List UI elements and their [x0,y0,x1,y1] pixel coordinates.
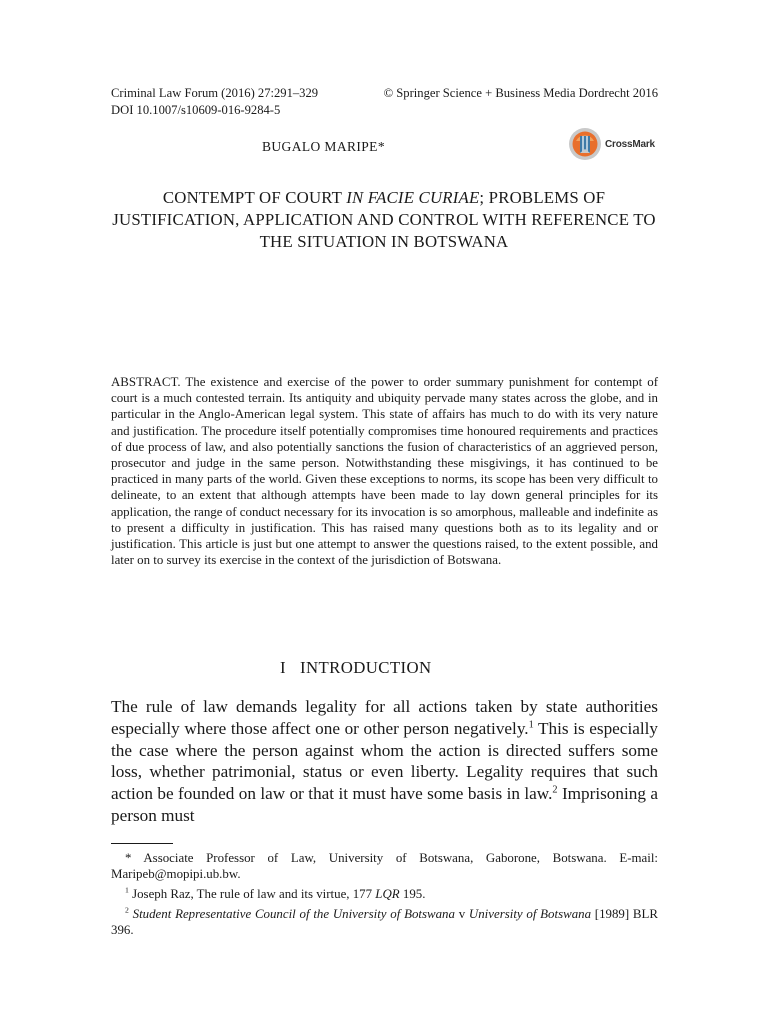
footnote-2-v: v [454,907,469,921]
footnote-ref-1[interactable]: 1 [528,719,534,731]
section-number: I [280,658,286,677]
footnote-2-end: [1989] BLR 396. [111,907,658,938]
title-italic: IN FACIE CURIAE [346,188,480,207]
section-title: INTRODUCTION [300,658,432,677]
body-text-3: Imprisoning a person must [111,784,658,825]
crossmark-badge[interactable] [568,127,668,161]
footnote-1-end: 195. [399,887,426,901]
title-part-1: CONTEMPT OF COURT [162,188,347,207]
footnote-1-number: 1 [125,885,129,895]
footnote-2-number: 2 [125,905,129,915]
footnote-ref-2[interactable]: 2 [552,784,558,796]
footnote-2-italic-1: Student Representative Council of the University of Botswana [128,907,455,921]
article-title [110,187,658,253]
doi-link[interactable]: DOI 10.1007/s10609-016-9284-5 [111,103,281,117]
body-text-1: The rule of law demands legality for all actions taken by state authorities especially where those affect one or other person negatively. [111,697,658,738]
abstract-paragraph: ABSTRACT. The existence and exercise of the power to order summary punishment for contempt of court is a much contested terrain. Its antiquity and ubiquity pervade many states across the globe, and in particular in the Anglo-American legal system. This state of affairs has much to do with its very nature and justification. The procedure itself potentially compromises time honoured requirements and practices of due process of law, and also potentially sanctions the fusion of characteristics of an aggrieved person, prosecutor and judge in the same person. Notwithstanding these misgivings, it has continued to be practiced in many parts of the world. Given these exceptions to norms, its scope has been very difficult to delineate, to an extent that although attempts have been made to lay down general principles for its application, the range of conduct necessary for its invocation is so amorphous, malleable and indefinite as to present a difficulty in justification. This has raised many questions both as to its legality and or justification. This article is just but one attempt to answer the questions raised, to the extent possible, and later on to survey its exercise in the context of the jurisdiction of Botswana. [111,375,658,568]
title-part-2: ; PROBLEMS OF JUSTIFICATION, APPLICATION AND CONTROL WITH REFERENCE TO THE SITUATION IN BOTSWANA [112,188,656,251]
copyright-notice: © Springer Science + Business Media Dordrecht 2016 [383,86,658,100]
author-name: BUGALO MARIPE* [262,139,385,154]
journal-citation: Criminal Law Forum (2016) 27:291–329 [111,86,319,100]
body-paragraph [111,696,658,827]
crossmark-icon [568,127,602,161]
footnote-2-italic-2: University of Botswana [468,907,592,921]
section-heading [280,658,432,678]
body-text-2: This is especially the case where the person against whom the action is directed suffers some loss, whether patrimonial, status or even liberty. Legality requires that such action be founded on law or that it must have some basis in law. [111,718,658,804]
footnote-1-italic: LQR [375,887,400,901]
footnote-divider [111,843,173,844]
footnote-author: * Associate Professor of Law, University of Botswana, Gaborone, Botswana. E-mail: Maripeb@mopipi.ub.bw. [111,851,658,882]
footnote-1 [111,886,658,902]
footnote-2 [111,906,658,939]
crossmark-label: CrossMark [605,138,655,150]
footnote-1-text: Joseph Raz, The rule of law and its virtue, 177 [128,887,376,901]
